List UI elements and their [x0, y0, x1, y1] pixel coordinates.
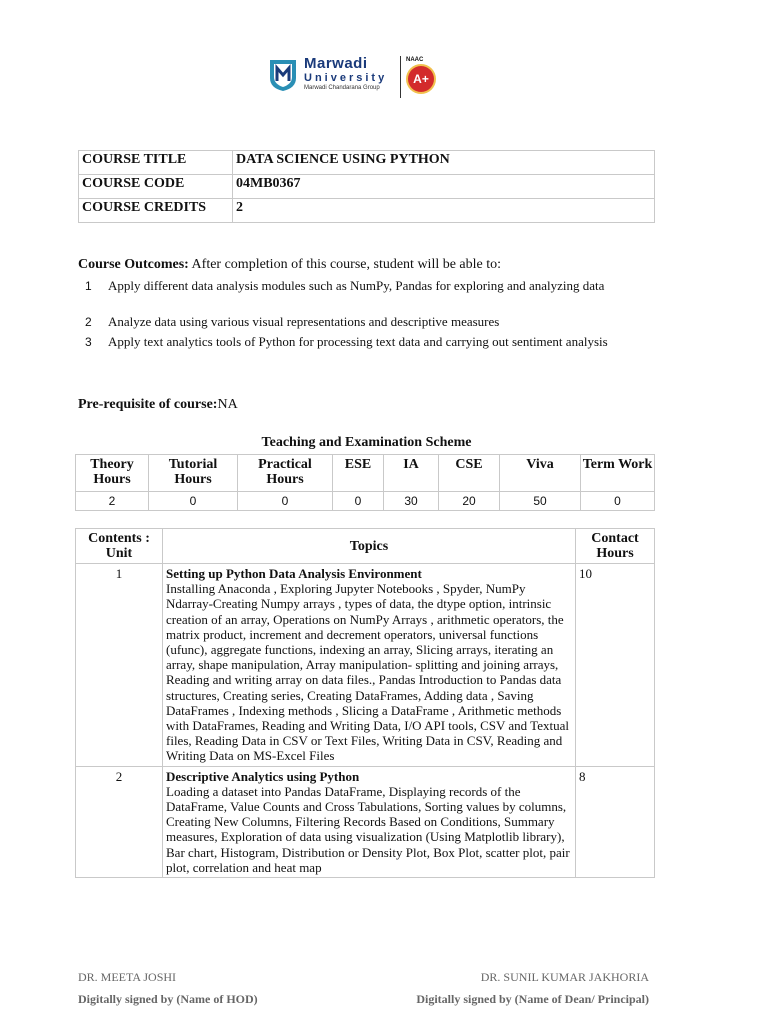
unit-title: Descriptive Analytics using Python [166, 768, 360, 784]
dean-signature: Digitally signed by (Name of Dean/ Principal) [416, 992, 649, 1006]
scheme-header-theory: Theory Hours [76, 455, 149, 492]
scheme-header-viva: Viva [500, 455, 581, 492]
unit-topics [163, 564, 576, 767]
unit-number: 2 [76, 766, 163, 877]
scheme-title: Teaching and Examination Scheme [261, 435, 472, 450]
scheme-header-ese: ESE [333, 455, 384, 492]
course-outcomes-heading [78, 257, 501, 273]
scheme-value-theory: 2 [76, 492, 149, 511]
unit-body: Installing Anaconda , Exploring Jupyter Notebooks , Spyder, NumPy Ndarray-Creating Numpy arrays , types of data, the dtype option, intrinsic creation of an array, Operations on NumPy Arrays , arithmetic operators, the matrix product, increment and decrement operators, universal functions (ufunc), aggregate functions, indexing an array, Slicing arrays, iterating an array, shape manipulation, Array manipulation- splitting and joining arrays, Reading and writing array on data files., Pandas Introduction to Pandas data structures, Creating series, Creating DataFrames, Adding data , Saving DataFrames , Indexing methods , Slicing a DataFrame , Arithmetic methods with DataFrames, Reading and Writing Data, I/O API tools, CSV and Textual files, Reading Data in CSV or Text Files, Writing Data in CSV, Reading and Writing Data on MS-Excel Files [166, 581, 569, 764]
scheme-header-tutorial: Tutorial Hours [149, 455, 238, 492]
unit-hours: 8 [576, 766, 655, 877]
prerequisite [78, 397, 238, 413]
scheme-value-viva: 50 [500, 492, 581, 511]
scheme-table [75, 454, 655, 511]
scheme-header-row [76, 455, 655, 492]
dean-name: DR. SUNIL KUMAR JAKHORIA [480, 970, 649, 984]
course-credits-row [79, 199, 655, 223]
scheme-value-ese: 0 [333, 492, 384, 511]
course-title-label: COURSE TITLE [79, 151, 233, 175]
unit-title: Setting up Python Data Analysis Environment [166, 566, 422, 581]
course-code-row [79, 175, 655, 199]
contents-header-row [76, 529, 655, 564]
course-title-row [79, 151, 655, 175]
contents-header-topics: Topics [163, 529, 576, 564]
course-outcomes-label: Course Outcomes: [78, 257, 189, 272]
table-row [76, 564, 655, 767]
scheme-header-cse: CSE [439, 455, 500, 492]
logo-university: University [304, 72, 388, 84]
scheme-value-term-work: 0 [581, 492, 655, 511]
logo-name: Marwadi [304, 55, 368, 72]
course-credits-value: 2 [233, 199, 655, 223]
prerequisite-value: NA [217, 397, 238, 412]
outcome-number: 2 [85, 315, 92, 329]
course-outcomes-intro: After completion of this course, student will be able to: [191, 257, 502, 272]
scheme-header-ia: IA [384, 455, 439, 492]
scheme-values-row [76, 492, 655, 511]
outcome-text: Apply different data analysis modules such as NumPy, Pandas for exploring and analyzing data [108, 278, 605, 293]
hod-name: DR. MEETA JOSHI [78, 970, 177, 984]
shield-icon [268, 58, 298, 92]
university-logo [268, 54, 440, 100]
scheme-value-ia: 30 [384, 492, 439, 511]
accreditation-label: NAAC [406, 57, 424, 63]
course-code-value: 04MB0367 [233, 175, 655, 199]
scheme-header-practical: Practical Hours [238, 455, 333, 492]
outcome-number: 3 [85, 335, 92, 349]
outcome-text: Apply text analytics tools of Python for processing text data and carrying out sentiment analysis [108, 334, 608, 349]
scheme-header-term-work: Term Work [581, 455, 655, 492]
contents-header-hours: Contact Hours [576, 529, 655, 564]
contents-header-unit: Contents : Unit [76, 529, 163, 564]
course-code-label: COURSE CODE [79, 175, 233, 199]
logo-group: Marwadi Chandarana Group [304, 85, 380, 91]
outcome-text: Analyze data using various visual representations and descriptive measures [108, 314, 500, 329]
hod-signature: Digitally signed by (Name of HOD) [78, 992, 258, 1006]
unit-hours: 10 [576, 564, 655, 767]
unit-body: Loading a dataset into Pandas DataFrame, Displaying records of the DataFrame, Value Counts and Cross Tabulations, Sorting values by columns, Creating New Columns, Filtering Records Based on Conditions, Summary measures, Exploration of data using visualization (Using Matplotlib library), Bar chart, Histogram, Distribution or Density Plot, Box Plot, scatter plot, pair plot, correlation and heat map [166, 783, 570, 875]
prerequisite-label: Pre-requisite of course: [78, 397, 218, 412]
unit-topics [163, 766, 576, 877]
course-credits-label: COURSE CREDITS [79, 199, 233, 223]
table-row [76, 766, 655, 877]
outcome-number: 1 [85, 279, 92, 293]
scheme-value-practical: 0 [238, 492, 333, 511]
scheme-value-tutorial: 0 [149, 492, 238, 511]
course-title-value: DATA SCIENCE USING PYTHON [233, 151, 655, 175]
unit-number: 1 [76, 564, 163, 767]
scheme-value-cse: 20 [439, 492, 500, 511]
grade-badge: A+ [408, 66, 434, 92]
logo-divider [400, 56, 401, 98]
course-info-table [78, 150, 655, 223]
contents-table [75, 528, 655, 878]
